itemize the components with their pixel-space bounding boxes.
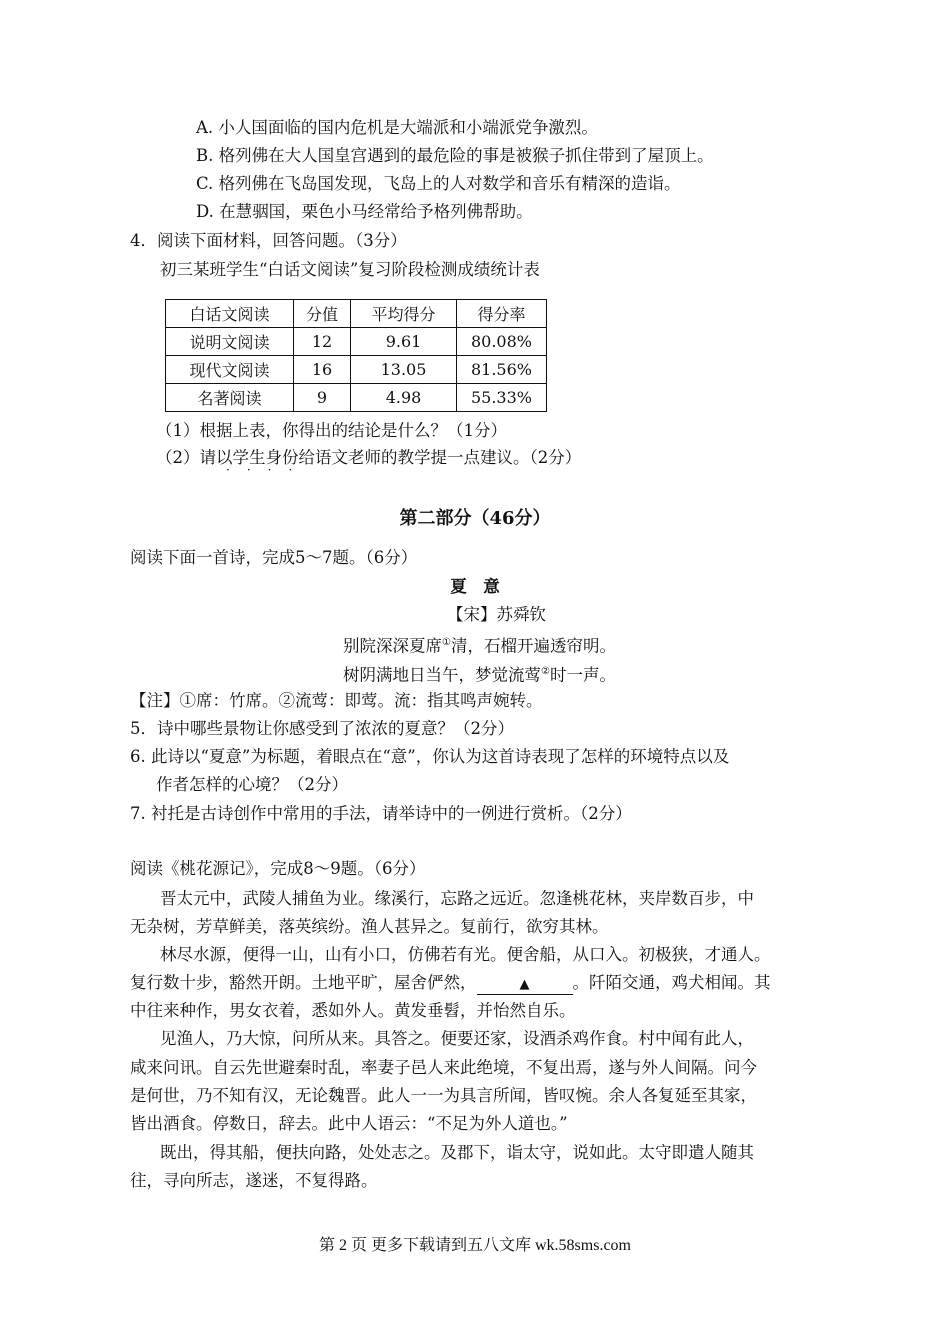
- option-c: C. 格列佛在飞岛国发现，飞岛上的人对数学和音乐有精深的造诣。: [196, 174, 681, 193]
- prose-line: 见渔人，乃大惊，问所从来。具答之。便要还家，设酒杀鸡作食。村中闻有此人，: [160, 1029, 754, 1048]
- table-cell: 名著阅读: [166, 384, 294, 412]
- poem-title: 夏 意: [450, 577, 500, 596]
- poem-note: 【注】①席：竹席。②流莺：即莺。流：指其鸣声婉转。: [130, 691, 543, 710]
- table-cell: 55.33%: [457, 384, 547, 412]
- question-7: 7. 衬托是古诗创作中常用的手法，请举诗中的一例进行赏析。（2分）: [130, 804, 632, 823]
- prose-line: 既出，得其船，便扶向路，处处志之。及郡下，诣太守，说如此。太守即遣人随其: [160, 1143, 754, 1162]
- table-header-cell: 白话文阅读: [166, 300, 294, 328]
- prose-line: 无杂树，芳草鲜美，落英缤纷。渔人甚异之。复前行，欲穷其林。: [130, 917, 609, 936]
- table-cell: 12: [294, 328, 351, 356]
- poem-line-2: [343, 661, 616, 687]
- question-5: 5．诗中哪些景物让你感受到了浓浓的夏意？（2分）: [130, 719, 514, 738]
- question-6-line-2: 作者怎样的心境？（2分）: [156, 775, 348, 794]
- question-4-sub2: （2）请以学生身份给语文老师的教学提一点建议。（2分）: [156, 448, 582, 467]
- footnote-marker: ②: [541, 666, 550, 677]
- prose-text: 。阡陌交通，鸡犬相闻。其: [572, 973, 771, 992]
- table-cell: 4.98: [351, 384, 457, 412]
- score-table: [165, 299, 547, 412]
- poem-line-1: [343, 632, 616, 658]
- prose-line: 林尽水源，便得一山，山有小口，仿佛若有光。便舍船，从口入。初极狭，才通人。: [160, 945, 771, 964]
- poem-intro: 阅读下面一首诗，完成5～7题。（6分）: [130, 548, 418, 567]
- part-heading: 第二部分（46分）: [399, 508, 551, 529]
- question-4-stem: 4．阅读下面材料，回答问题。（3分）: [130, 231, 407, 250]
- option-d: D. 在慧骃国，栗色小马经常给予格列佛帮助。: [196, 202, 533, 221]
- table-cell: 13.05: [351, 356, 457, 384]
- poem-line-1-part: 清，石榴开遍透帘明。: [450, 636, 616, 656]
- poem-line-2-part: 时一声。: [549, 665, 616, 685]
- table-cell: 说明文阅读: [166, 328, 294, 356]
- footnote-marker: ①: [442, 637, 451, 648]
- page-footer: 第 2 页 更多下载请到五八文库 wk.58sms.com: [318, 1237, 631, 1254]
- table-header-row: [166, 300, 547, 328]
- prose-line: 往，寻向所志，遂迷，不复得路。: [130, 1171, 378, 1190]
- table-row: [166, 384, 547, 412]
- table-row: [166, 356, 547, 384]
- question-6-line-1: 6. 此诗以“夏意”为标题，着眼点在“意”，你认为这首诗表现了怎样的环境特点以及: [130, 747, 730, 766]
- table-row: [166, 328, 547, 356]
- poem-line-2-part: 树阴满地日当午，梦觉流莺: [343, 665, 541, 685]
- table-cell: 16: [294, 356, 351, 384]
- prose-line: 皆出酒食。停数日，辞去。此中人语云：“不足为外人道也。”: [130, 1114, 568, 1133]
- option-b: B. 格列佛在大人国皇宫遇到的最危险的事是被猴子抓住带到了屋顶上。: [196, 146, 714, 165]
- prose-line-with-blank: [130, 972, 771, 995]
- table-cell: 81.56%: [457, 356, 547, 384]
- table-cell: 9: [294, 384, 351, 412]
- prose-text: 复行数十步，豁然开朗。土地平旷，屋舍俨然，: [130, 973, 477, 992]
- prose-line: 中往来种作，男女衣着，悉如外人。黄发垂髫，并怡然自乐。: [130, 1001, 576, 1020]
- table-cell: 9.61: [351, 328, 457, 356]
- prose-line: 是何世，乃不知有汉，无论魏晋。此人一一为具言所闻，皆叹惋。余人各复延至其家，: [130, 1086, 757, 1105]
- poem-line-1-part: 别院深深夏席: [343, 636, 442, 656]
- prose-line: 咸来问讯。自云先世避秦时乱，率妻子邑人来此绝境，不复出焉，遂与外人间隔。问今: [130, 1058, 757, 1077]
- table-header-cell: 平均得分: [351, 300, 457, 328]
- emphasis-dots: ····: [226, 463, 310, 477]
- table-title: 初三某班学生“白话文阅读”复习阶段检测成绩统计表: [160, 260, 540, 279]
- prose-line: 晋太元中，武陵人捕鱼为业。缘溪行，忘路之远近。忽逢桃花林，夹岸数百步，中: [160, 889, 754, 908]
- option-a: A. 小人国面临的国内危机是大端派和小端派党争激烈。: [196, 118, 598, 137]
- prose-intro: 阅读《桃花源记》，完成8～9题。（6分）: [130, 859, 426, 878]
- poem-author: 【宋】苏舜钦: [447, 605, 546, 624]
- table-header-cell: 分值: [294, 300, 351, 328]
- question-4-sub1: （1）根据上表，你得出的结论是什么？（1分）: [156, 421, 507, 440]
- table-cell: 80.08%: [457, 328, 547, 356]
- table-cell: 现代文阅读: [166, 356, 294, 384]
- fill-in-blank: ▲: [477, 976, 573, 995]
- table-header-cell: 得分率: [457, 300, 547, 328]
